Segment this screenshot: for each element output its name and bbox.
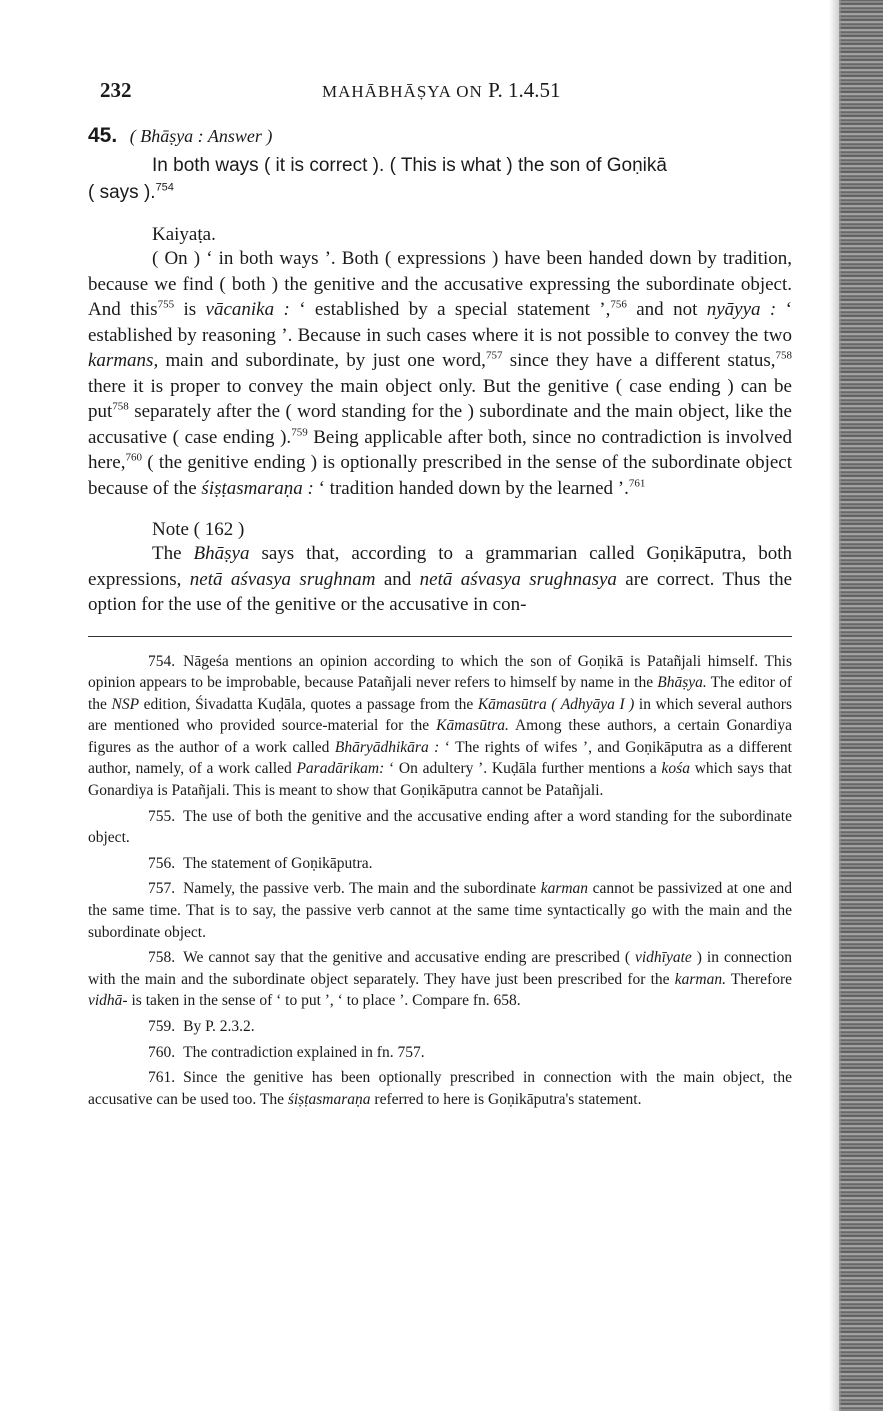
section-text-line2: ( says ).$^{754}$ bbox=[88, 181, 174, 203]
main-text bbox=[88, 124, 792, 1114]
footnote-761: 761. Since the genitive has been optionally prescribed in connection with the main object, the accusative can be used too. The śiṣṭasmaraṇa referred to here is Goṇikāputra's statement. bbox=[88, 1069, 792, 1108]
note-paragraph: The Bhāṣya says that, according to a grammarian called Goṇikāputra, both expressions, netā aśvasya srughnam and netā aśvasya srughnasya are correct. Thus the option for the use of the genitive or the accusative in con- bbox=[88, 543, 793, 615]
footnote-755: 755. The use of both the genitive and the accusative ending after a word standing for the subordinate object. bbox=[88, 807, 792, 847]
page-edge-shadow bbox=[839, 0, 883, 1411]
footnote-759: 759. By P. 2.3.2. bbox=[148, 1018, 255, 1035]
footnote-756: 756. The statement of Goṇikāputra. bbox=[148, 854, 373, 872]
footnote-divider bbox=[88, 636, 792, 637]
footnote-754: 754. Nāgeśa mentions an opinion according to which the son of Goṇikā is Patañjali himself. This opinion appears to be improbable, because Patañjali never refers to himself by name in the Bhāṣya. The editor of the NSP edition, Śivadatta Kuḍāla, quotes a passage from the Kāmasūtra ( Adhyāya I ) in which several authors are mentioned who provided source-material for the Kāmasūtra. Among these authors, a certain Gonardiya figures as the author of a work called Bhāryādhikāra : ‘ The rights of wifes ’, and Goṇikāputra as a different author, namely, of a work called Paradārikam: ‘ On adultery ’. Kuḍāla further mentions a kośa which says that Gonardiya is Patañjali. This is meant to show that Goṇikāputra cannot be Patañjali. bbox=[88, 652, 792, 800]
section-text-line1: In both ways ( it is correct ). ( This is what ) the son of Goṇikā bbox=[152, 155, 667, 176]
section-label: ( Bhāṣya : Answer ) bbox=[129, 126, 273, 146]
footnote-760: 760. The contradiction explained in fn. 757. bbox=[148, 1043, 425, 1061]
footnote-757: 757. Namely, the passive verb. The main and the subordinate karman cannot be passivized at one and the same time. That is to say, the passive verb cannot at the same time syntactically go with the main and the subordinate object. bbox=[88, 880, 792, 941]
kaiyata-heading: Kaiyaṭa. bbox=[152, 224, 216, 245]
footnote-ref: 754 bbox=[155, 181, 174, 194]
section-heading bbox=[88, 124, 792, 148]
running-title: MAHĀBHĀṢYA ON P. 1.4.51 bbox=[322, 78, 561, 102]
page-header bbox=[100, 76, 800, 106]
page-number: 232 bbox=[100, 78, 132, 102]
section-number: 45. bbox=[88, 124, 118, 147]
note-heading: Note ( 162 ) bbox=[152, 519, 245, 540]
running-ref: P. 1.4.51 bbox=[488, 78, 561, 102]
footnote-758: 758. We cannot say that the genitive and accusative ending are prescribed ( vidhīyate ) in connection with the main and the subordinate object separately. They have just been prescribed for the karman. Therefore vidhā- is taken in the sense of ‘ to put ’, ‘ to place ’. Compare fn. 658. bbox=[88, 949, 792, 1010]
kaiyata-paragraph: ( On ) ‘ in both ways ’. Both ( expressions ) have been handed down by tradition, because we find ( both ) the genitive and the accusative expressing the subordinate object. And this$^{755}$ is vācanika : ‘ established by a special statement ’,$^{756}$ and not nyāyya : ‘ established by reasoning ’. Because in such cases where it is not possible to convey the two karmans, main and subordinate, by just one word,$^{757}$ since they have a different status,$^{758}$ there it is proper to convey the main object only. But the genitive ( case ending ) can be put$^{758}$ separately after the ( word standing for the ) subordinate and the main object, like the accusative ( case ending ).$^{759}$ Being applicable after both, since no contradiction is involved here,$^{760}$ ( the genitive ending ) is optionally prescribed in the sense of the subordinate object because of the śiṣṭasmaraṇa : ‘ tradition handed down by the learned ’.$^{761}$ bbox=[88, 248, 792, 499]
